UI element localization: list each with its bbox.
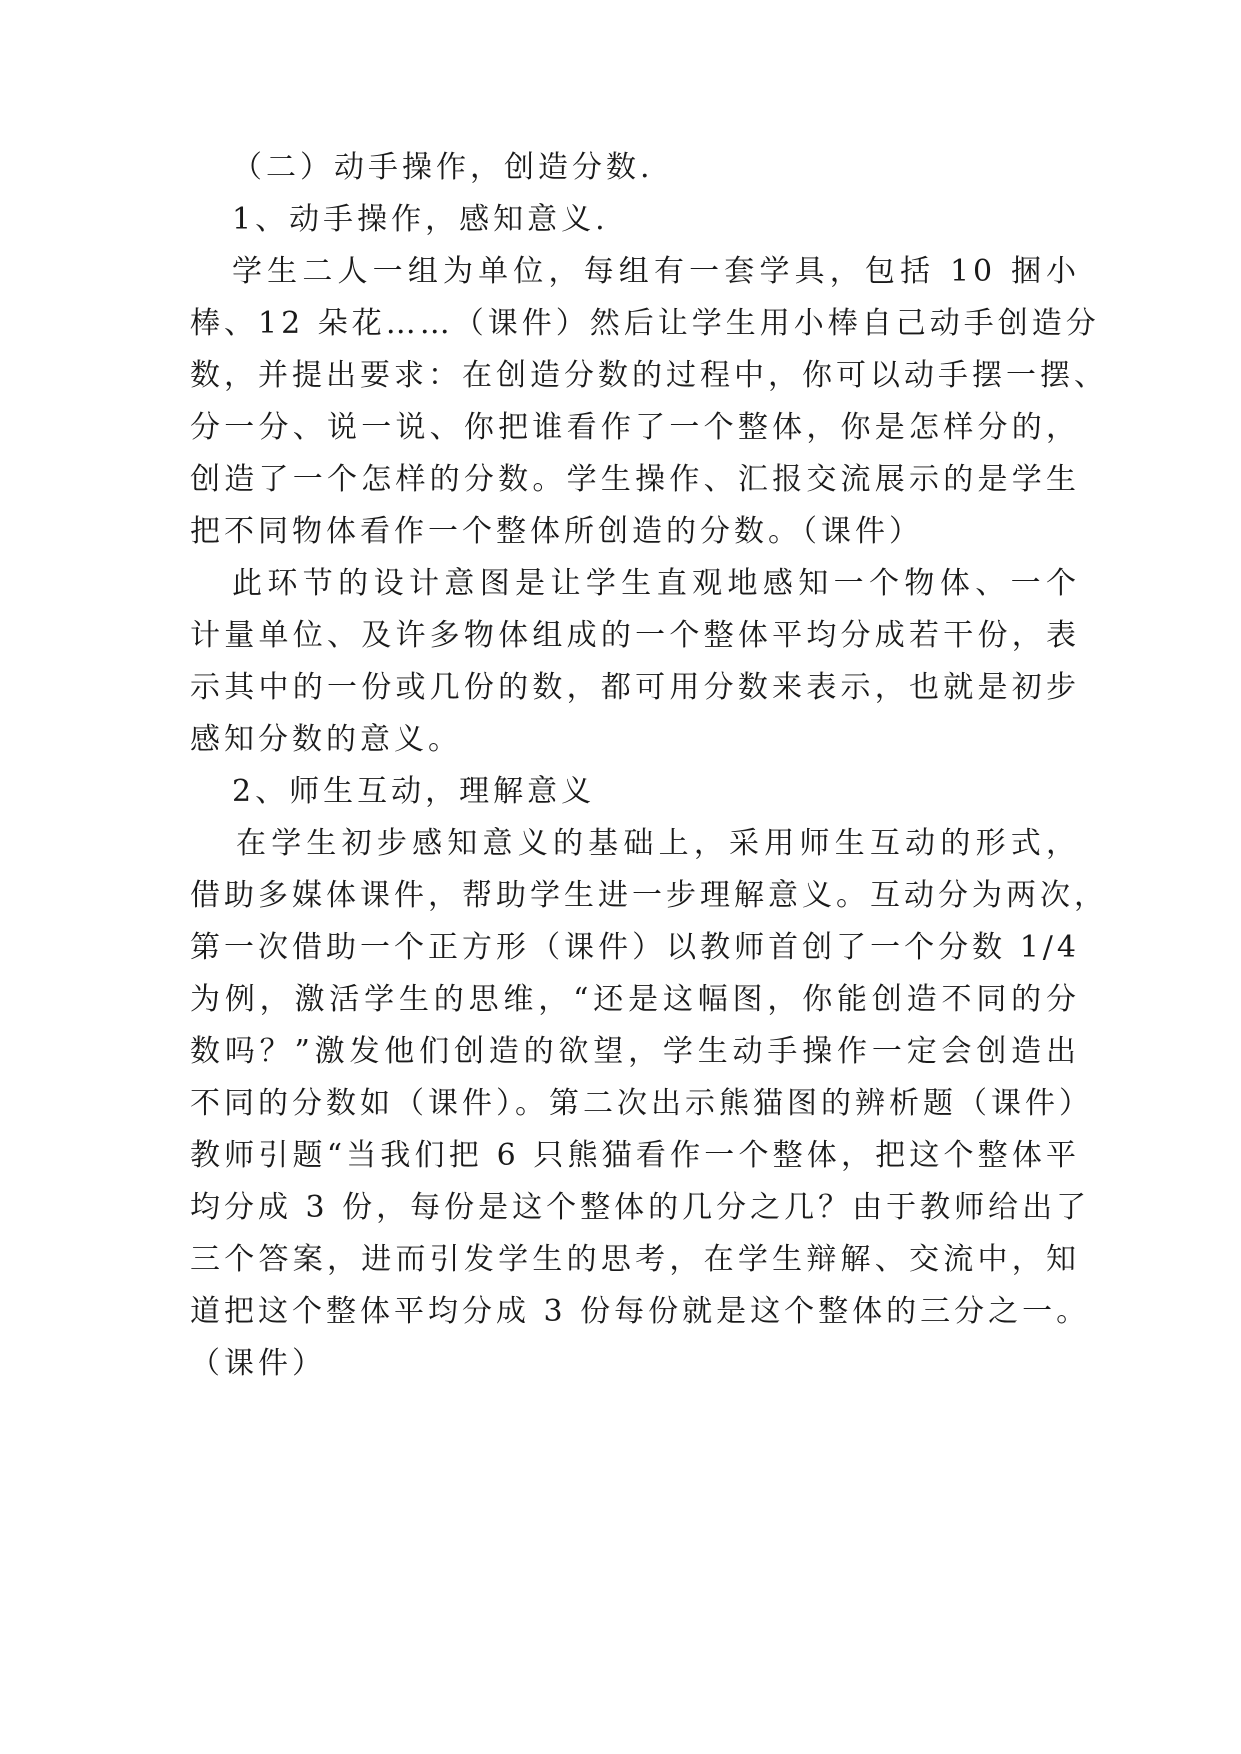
paragraph-line: 三个答案，进而引发学生的思考，在学生辩解、交流中，知 bbox=[190, 1242, 1080, 1277]
subsection-heading-1: 1、动手操作，感知意义. bbox=[232, 202, 609, 237]
paragraph-line: 数吗？”激发他们创造的欲望，学生动手操作一定会创造出 bbox=[190, 1034, 1080, 1069]
paragraph-line: 此环节的设计意图是让学生直观地感知一个物体、一个 bbox=[232, 566, 1080, 601]
paragraph-line: 棒、12 朵花……（课件）然后让学生用小棒自己动手创造分 bbox=[190, 306, 1100, 341]
paragraph-line: 均分成 3 份，每份是这个整体的几分之几？由于教师给出了 bbox=[190, 1190, 1091, 1225]
paragraph-line: 感知分数的意义。 bbox=[190, 722, 462, 757]
paragraph-line: 创造了一个怎样的分数。学生操作、汇报交流展示的是学生 bbox=[190, 462, 1080, 497]
paragraph-line: 把不同物体看作一个整体所创造的分数。（课件） bbox=[190, 514, 923, 549]
paragraph-line: 借助多媒体课件，帮助学生进一步理解意义。互动分为两次， bbox=[190, 878, 1108, 913]
paragraph-line: 数，并提出要求：在创造分数的过程中，你可以动手摆一摆、 bbox=[190, 358, 1108, 393]
section-heading: （二）动手操作，创造分数. bbox=[232, 150, 654, 185]
paragraph-line: 计量单位、及许多物体组成的一个整体平均分成若干份，表 bbox=[190, 618, 1080, 653]
paragraph-line: 道把这个整体平均分成 3 份每份就是这个整体的三分之一。 bbox=[190, 1294, 1091, 1329]
paragraph-line: （课件） bbox=[190, 1346, 326, 1381]
paragraph-line: 教师引题“当我们把 6 只熊猫看作一个整体，把这个整体平 bbox=[190, 1138, 1080, 1173]
paragraph-line: 示其中的一份或几份的数，都可用分数来表示，也就是初步 bbox=[190, 670, 1080, 705]
paragraph-line: 学生二人一组为单位，每组有一套学具，包括 10 捆小 bbox=[232, 254, 1080, 289]
subsection-heading-2: 2、师生互动，理解意义 bbox=[232, 774, 596, 809]
paragraph-line: 在学生初步感知意义的基础上，采用师生互动的形式， bbox=[236, 826, 1080, 861]
paragraph-line: 为例，激活学生的思维，“还是这幅图，你能创造不同的分 bbox=[190, 982, 1080, 1017]
paragraph-line: 分一分、说一说、你把谁看作了一个整体，你是怎样分的， bbox=[190, 410, 1080, 445]
paragraph-line: 第一次借助一个正方形（课件）以教师首创了一个分数 1/4 bbox=[190, 930, 1080, 965]
paragraph-line: 不同的分数如（课件）。第二次出示熊猫图的辨析题（课件） bbox=[190, 1086, 1093, 1121]
